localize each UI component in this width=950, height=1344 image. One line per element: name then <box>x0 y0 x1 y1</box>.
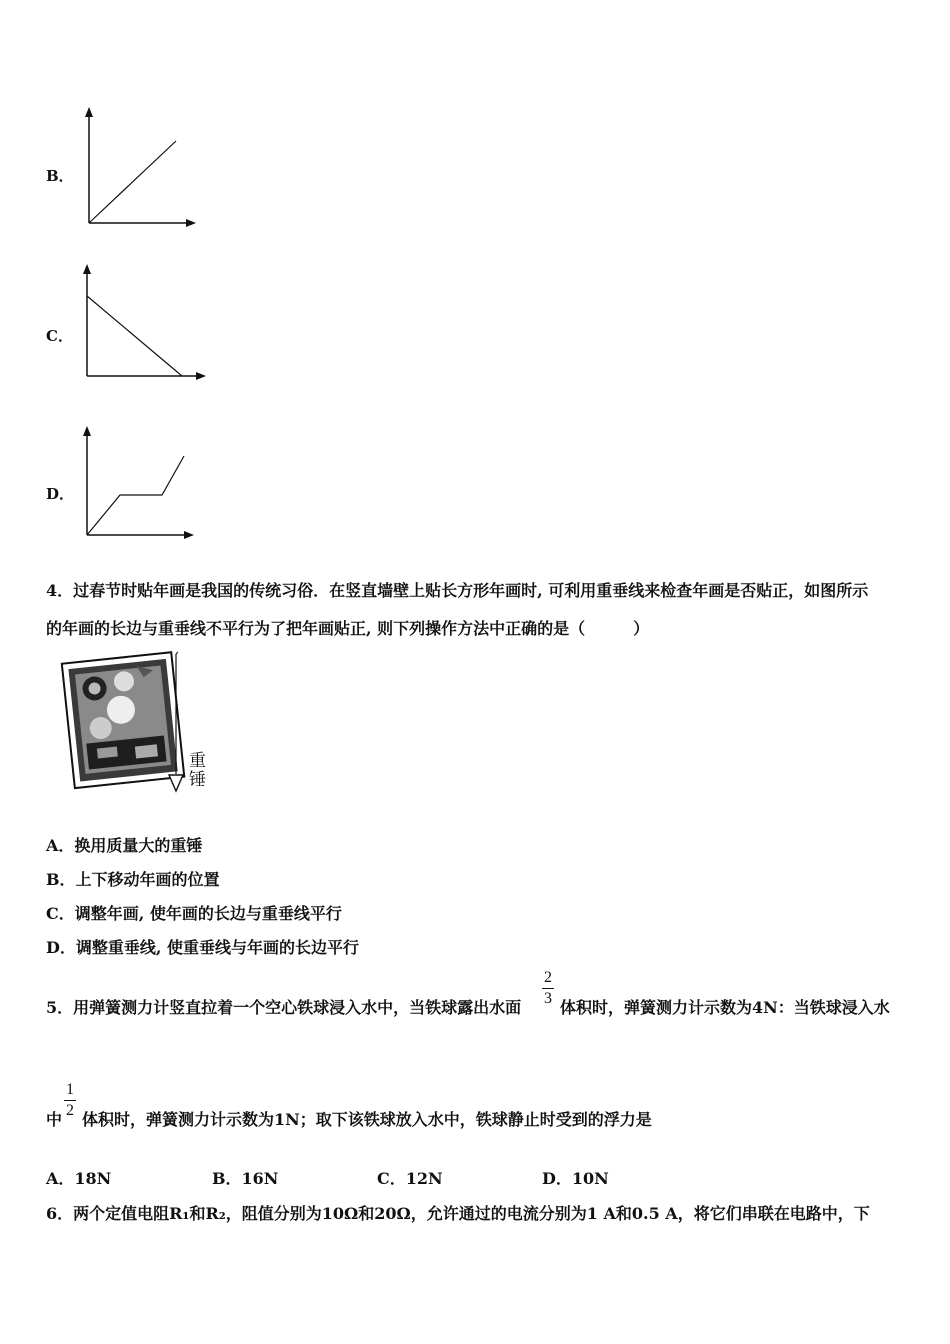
q5-text-part-3: 中 <box>46 1110 63 1129</box>
q5-fraction-1-denominator: 3 <box>544 990 552 1007</box>
q5-text-part-2: 体积时，弹簧测力计示数为4N：当铁球浸入水 <box>560 998 890 1017</box>
option-b-label: B． <box>46 167 74 185</box>
graph-b-diagram <box>80 105 200 230</box>
graph-c-diagram <box>78 262 210 384</box>
q5-fraction-1-numerator: 2 <box>544 969 552 986</box>
q5-option-b: B．16N <box>212 1169 279 1188</box>
q4-line-2: 的年画的长边与重垂线不平行为了把年画贴正, 则下列操作方法中正确的是（ ） <box>46 619 650 638</box>
q4-option-b: B．上下移动年画的位置 <box>46 870 220 889</box>
q6-line-1: 6．两个定值电阻R₁和R₂，阻值分别为10Ω和20Ω，允许通过的电流分别为1 A和0.5 A，将它们串联在电路中，下 <box>46 1204 870 1223</box>
q4-option-c: C．调整年画, 使年画的长边与重垂线平行 <box>46 904 342 923</box>
option-c-label: C． <box>46 327 73 345</box>
weight-label <box>189 752 206 790</box>
q4-option-d: D．调整重垂线, 使重垂线与年画的长边平行 <box>46 938 360 957</box>
q5-option-d: D．10N <box>542 1169 609 1188</box>
weight-label-char-2: 锤 <box>189 770 206 790</box>
q5-fraction-2-denominator: 2 <box>66 1102 74 1119</box>
q5-fraction-2-numerator: 1 <box>66 1081 74 1098</box>
q5-option-c: C．12N <box>377 1169 443 1188</box>
q5-text-part-1: 5．用弹簧测力计竖直拉着一个空心铁球浸入水中，当铁球露出水面 <box>46 998 522 1017</box>
q5-text-part-4: 体积时，弹簧测力计示数为1N；取下该铁球放入水中，铁球静止时受到的浮力是 <box>82 1110 652 1129</box>
q5-fraction-1 <box>542 970 554 1007</box>
q4-line-1: 4．过春节时贴年画是我国的传统习俗．在竖直墙壁上贴长方形年画时, 可利用重垂线来检查年画是否贴正，如图所示 <box>46 581 869 600</box>
weight-label-char-1: 重 <box>189 751 206 771</box>
q5-fraction-2 <box>64 1082 76 1119</box>
option-d-label: D． <box>46 485 75 503</box>
q5-option-a: A．18N <box>46 1169 112 1188</box>
graph-d-diagram <box>78 424 198 542</box>
q4-option-a: A．换用质量大的重锤 <box>46 836 203 855</box>
